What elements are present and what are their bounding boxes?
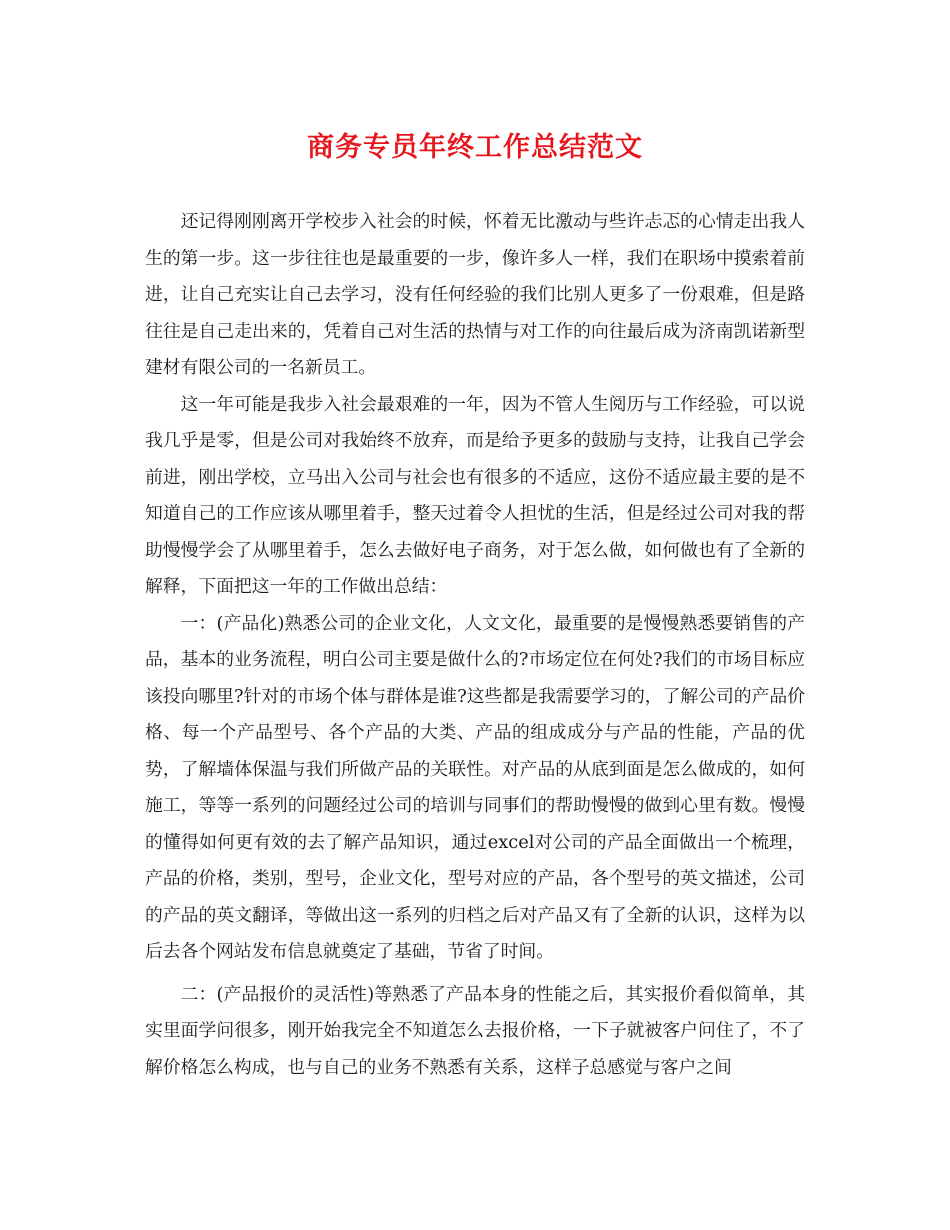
- paragraph-1: 还记得刚刚离开学校步入社会的时候，怀着无比激动与些许忐忑的心情走出我人生的第一步。这一步往往也是最重要的一步，像许多人一样，我们在职场中摸索着前进，让自己充实让自己去学习，没有任何经验的我们比别人更多了一份艰难，但是路往往是自己走出来的，凭着自己对生活的热情与对工作的向往最后成为济南凯诺新型建材有限公司的一名新员工。: [145, 211, 805, 378]
- document-title: 商务专员年终工作总结范文: [307, 132, 643, 163]
- document-body: [145, 204, 805, 1086]
- paragraph-3: 一：(产品化)熟悉公司的企业文化，人文文化，最重要的是慢慢熟悉要销售的产品，基本的业务流程，明白公司主要是做什么的?市场定位在何处?我们的市场目标应该投向哪里?针对的市场个体与群体是谁?这些都是我需要学习的，了解公司的产品价格、每一个产品型号、各个产品的大类、产品的组成成分与产品的性能，产品的优势，了解墙体保温与我们所做产品的关联性。对产品的从底到面是怎么做成的，如何施工，等等一系列的问题经过公司的培训与同事们的帮助慢慢的做到心里有数。慢慢的懂得如何更有效的去了解产品知识，通过excel对公司的产品全面做出一个梳理，产品的价格，类别，型号，企业文化，型号对应的产品，各个型号的英文描述，公司的产品的英文翻译，等做出这一系列的归档之后对产品又有了全新的认识，这样为以后去各个网站发布信息就奠定了基础，节省了时间。: [145, 612, 805, 962]
- paragraph-2: 这一年可能是我步入社会最艰难的一年，因为不管人生阅历与工作经验，可以说我几乎是零，但是公司对我始终不放弃，而是给予更多的鼓励与支持，让我自己学会前进，刚出学校，立马出入公司与社会也有很多的不适应，这份不适应最主要的是不知道自己的工作应该从哪里着手，整天过着令人担忧的生活，但是经过公司对我的帮助慢慢学会了从哪里着手，怎么去做好电子商务，对于怎么做，如何做也有了全新的解释，下面把这一年的工作做出总结：: [145, 393, 805, 597]
- paragraph-4: 二：(产品报价的灵活性)等熟悉了产品本身的性能之后，其实报价看似简单，其实里面学问很多，刚开始我完全不知道怎么去报价格，一下子就被客户问住了，不了解价格怎么构成，也与自己的业务不熟悉有关系，这样子总感觉与客户之间: [145, 983, 805, 1078]
